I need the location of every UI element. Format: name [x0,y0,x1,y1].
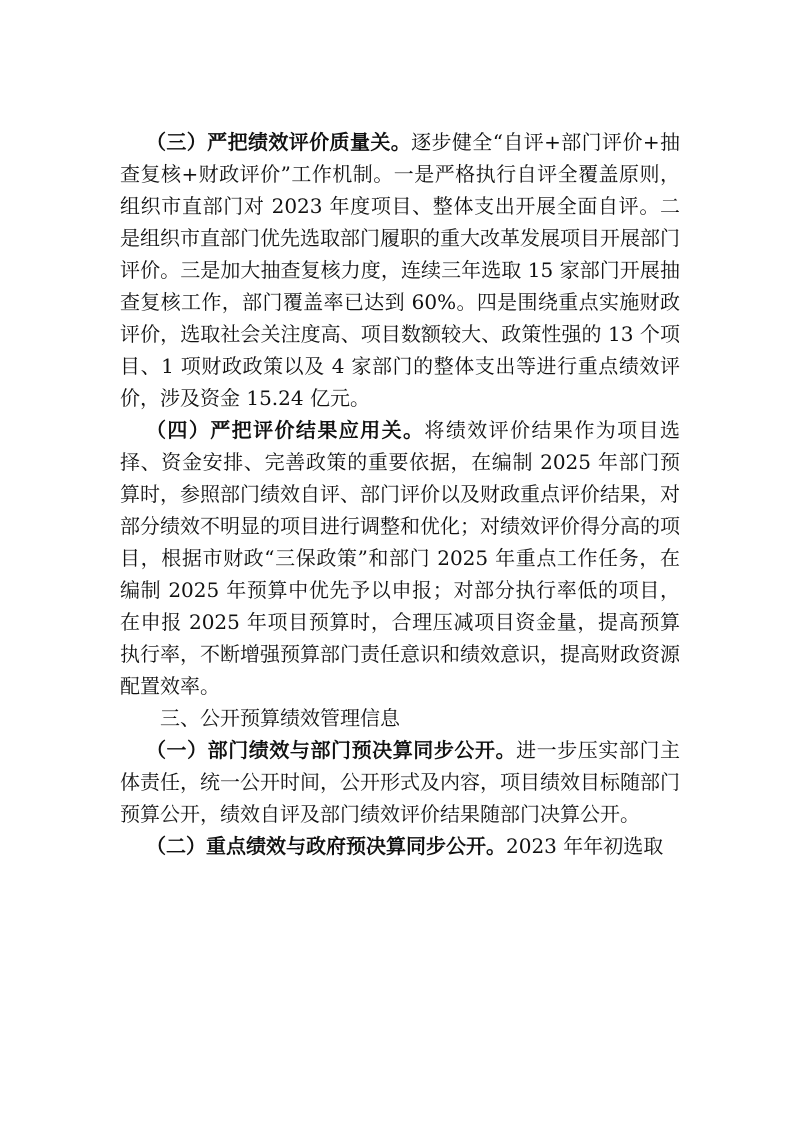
paragraph-heading: （二）重点绩效与政府预决算同步公开。 [146,834,506,858]
paragraph-text: 2023 年年初选取 [506,834,664,858]
paragraph-key-disclosure [120,830,680,862]
paragraph-heading: （三）严把绩效评价质量关。 [146,130,412,154]
section-title: 三、公开预算绩效管理信息 [160,706,400,730]
paragraph-result-application [120,414,680,702]
paragraph-department-disclosure [120,734,680,830]
paragraph-heading: （一）部门绩效与部门预决算同步公开。 [146,738,517,762]
paragraph-evaluation-quality [120,126,680,414]
paragraph-text: 逐步健全“自评+部门评价+抽查复核+财政评价”工作机制。一是严格执行自评全覆盖原则，组织市直部门对 2023 年度项目、整体支出开展全面自评。二是组织市直部门优先选取部门履职的重大改革发展项目开展部门评价。三是加大抽查复核力度，连续三年选取 15 家部门开展抽查复核工作，部门覆盖率已达到 60%。四是围绕重点实施财政评价，选取社会关注度高、项目数额较大、政策性强的 13 个项目、1 项财政政策以及 4 家部门的整体支出等进行重点绩效评价，涉及资金 15.24 亿元。 [120,130,680,410]
document-body [120,126,680,862]
paragraph-text: 进一步压实部门主体责任，统一公开时间，公开形式及内容，项目绩效目标随部门预算公开，绩效自评及部门绩效评价结果随部门决算公开。 [120,738,681,826]
paragraph-heading: （四）严把评价结果应用关。 [146,418,425,442]
paragraph-text: 将绩效评价结果作为项目选择、资金安排、完善政策的重要依据，在编制 2025 年部门预算时，参照部门绩效自评、部门评价以及财政重点评价结果，对部分绩效不明显的项目进行调整和优化；对绩效评价得分高的项目，根据市财政“三保政策”和部门 2025 年重点工作任务，在编制 2025 年预算中优先予以申报；对部分执行率低的项目，在申报 2025 年项目预算时，合理压减项目资金量，提高预算执行率，不断增强预算部门责任意识和绩效意识，提高财政资源配置效率。 [120,418,681,698]
